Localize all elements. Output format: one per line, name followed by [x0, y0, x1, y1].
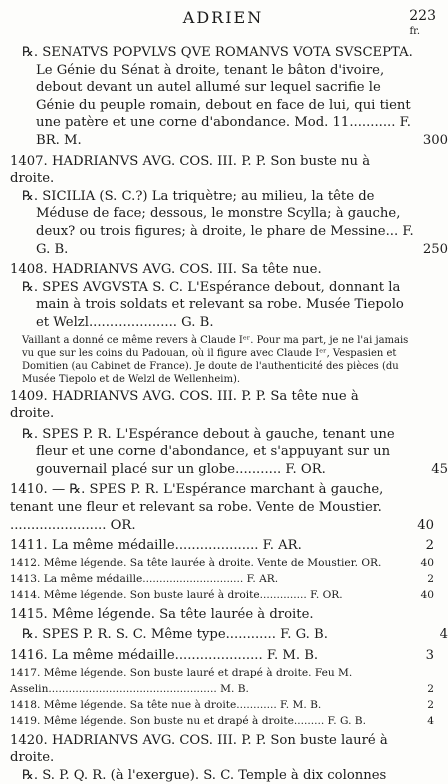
editorial-note [22, 332, 410, 388]
entry-price: 40 [420, 588, 434, 601]
entry-obverse [10, 571, 434, 587]
entry-text: 1417. Même légende. Son buste lauré et drapé à droite. Feu M. Asselin.................................................. M. B. [10, 666, 353, 695]
entry-text: 1407. HADRIANVS AVG. COS. III. P. P. Son buste nu à droite. [10, 153, 371, 187]
entry-price: 2 [427, 682, 434, 695]
entry-text: ℞. SPES P. R. L'Espérance debout à gauche, tenant une fleur et une corne d'abondance, et s'appuyant sur un gouvernail placé sur un globe........... F. OR. [22, 426, 395, 477]
entry-obverse [10, 555, 434, 571]
entry-obverse [10, 665, 434, 697]
entry-text: ℞. SPES AVGVSTA S. C. L'Espérance debout, donnant la main à trois soldats et relevant sa robe. Musée Tiepolo et Welzl..................... G. B. [22, 279, 404, 330]
entry-price: 40 [420, 556, 434, 569]
entry-obverse [10, 153, 404, 188]
entry-price: 300 [422, 132, 448, 148]
entry-obverse [10, 587, 434, 603]
entry-obverse [10, 537, 434, 555]
page-number: 223 [409, 8, 436, 24]
entry-price: 3 [425, 648, 434, 664]
entry-text: ℞. SENATVS POPVLVS QVE ROMANVS VOTA SVSCEPTA. Le Génie du Sénat à droite, tenant le bâton d'ivoire, debout devant un autel allumé sur lequel sacrifie le Génie du peuple romain, debout en face de lui, qui tient une patère et une corne d'abondance. Mod. 11........... F. BR. M. [22, 45, 413, 148]
running-header [0, 4, 446, 37]
entry-text: ℞. SPES P. R. S. C. Même type............ F. G. B. [22, 627, 328, 643]
entry-text: 1412. Même légende. Sa tête laurée à droite. Vente de Moustier. OR. [10, 556, 382, 569]
entry-text: 1419. Même légende. Son buste nu et drapé à droite......... F. G. B. [10, 714, 366, 727]
entry-reverse [22, 279, 418, 332]
entry-reverse [22, 44, 448, 150]
price-unit: fr. [409, 26, 420, 37]
entry-reverse [22, 767, 418, 784]
entry-obverse [10, 481, 434, 534]
catalogue-entries [0, 44, 446, 784]
page-title: ADRIEN [182, 8, 264, 27]
entry-price: 4 [439, 627, 448, 643]
entry-text: 1418. Même légende. Sa tête nue à droite............ F. M. B. [10, 698, 322, 711]
entry-reverse [22, 426, 448, 479]
entry-text: 1416. La même médaille..................... F. M. B. [10, 648, 319, 664]
entry-price: 2 [427, 698, 434, 711]
entry-obverse [10, 261, 404, 279]
entry-price: 4 [427, 714, 434, 727]
entry-text: 1410. — ℞. SPES P. R. L'Espérance marchant à gauche, tenant une fleur et relevant sa robe. Vente de Moustier. ....................... OR. [10, 482, 384, 533]
entry-reverse [22, 626, 448, 644]
entry-reverse [22, 188, 448, 258]
entry-text: 1409. HADRIANVS AVG. COS. III. P. P. Sa tête nue à droite. [10, 388, 359, 422]
entry-price: 2 [427, 572, 434, 585]
entry-obverse [10, 388, 404, 423]
entry-text: ℞. S. P. Q. R. (à l'exergue). S. C. Temple à dix colonnes [22, 767, 387, 783]
entry-obverse [10, 647, 434, 665]
entry-price: 250 [422, 241, 448, 257]
entry-text: 1414. Même légende. Son buste lauré à droite.............. F. OR. [10, 588, 343, 601]
entry-text: 1413. La même médaille.............................. F. AR. [10, 572, 279, 585]
entry-obverse [10, 732, 404, 767]
entry-text: 1420. HADRIANVS AVG. COS. III. P. P. Son buste lauré à droite. [10, 732, 388, 766]
entry-text: 1411. La même médaille.................... F. AR. [10, 538, 302, 554]
entry-obverse [10, 606, 404, 624]
entry-text: ℞. SICILIA (S. C.?) La triquètre; au milieu, la tête de Méduse de face; dessous, le monstre Scylla; à gauche, deux? ou trois figures; à droite, le phare de Messine... F. G. B. [22, 188, 414, 257]
entry-obverse [10, 697, 434, 713]
entry-price: 45 [431, 461, 448, 477]
entry-text: 1408. HADRIANVS AVG. COS. III. Sa tête nue. [10, 262, 322, 278]
entry-text: 1415. Même légende. Sa tête laurée à droite. [10, 606, 314, 622]
entry-price: 2 [425, 538, 434, 554]
entry-price: 40 [417, 517, 434, 533]
note-text: Vaillant a donné ce même revers à Claude Iᵉʳ. Pour ma part, je ne l'ai jamais vu que sur les coins du Padouan, où il figure avec Claude Iᵉʳ, Vespasien et Domitien (au Cabinet de France). Je doute de l'authenticité des pièces (du Musée Tiepolo et de Welzl de Wellenheim). [22, 334, 409, 385]
entry-obverse [10, 713, 434, 729]
